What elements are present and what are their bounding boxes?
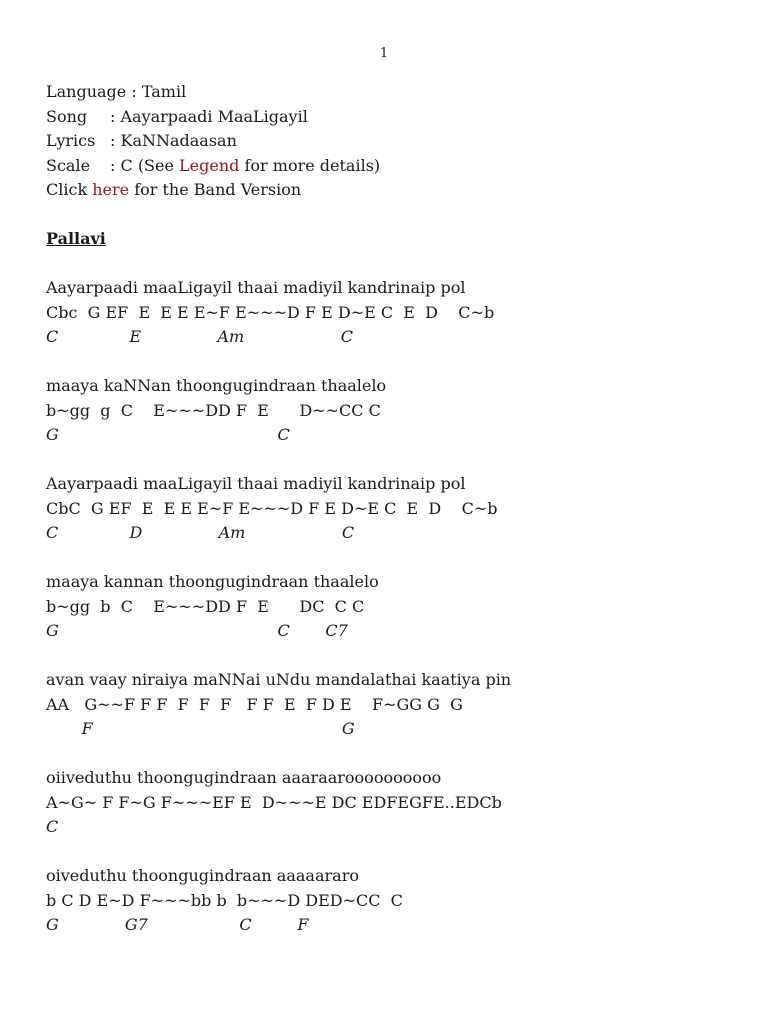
notes-line: b C D E~D F~~~bb b b~~~D DED~CC C — [46, 890, 403, 910]
stanza — [46, 570, 746, 644]
meta-sep: : — [126, 82, 142, 101]
chords-line: C E Am C — [46, 327, 354, 346]
meta-value: KaNNadaasan — [120, 131, 237, 150]
meta-sep: : — [110, 106, 121, 126]
stanza — [46, 374, 746, 448]
chords-line: C D Am C — [46, 523, 355, 542]
stanza — [46, 472, 746, 546]
meta-language — [46, 80, 746, 105]
meta-sep: : — [110, 155, 121, 175]
lyric-line: maaya kaNNan thoongugindraan thaalelo — [46, 376, 387, 395]
stanza — [46, 864, 746, 938]
meta-lyrics — [46, 129, 746, 154]
stanza — [46, 668, 746, 742]
band-version-row — [46, 178, 746, 203]
lyric-line: Aayarpaadi maaLigayil thaai madiyil kandrinaip pol — [46, 278, 466, 297]
meta-key: Lyrics — [46, 131, 96, 150]
legend-link[interactable]: Legend — [179, 155, 240, 175]
notes-line: A~G~ F F~G F~~~EF E D~~~E DC EDFEGFE..EDCb — [46, 792, 502, 812]
notes-line: Cbc G EF E E E E~F E~~~D F E D~E C E D C~b — [46, 302, 495, 322]
meta-key: Language — [46, 82, 127, 101]
meta-value: Tamil — [141, 82, 187, 101]
notes-line: AA G~~F F F F F F F F E F D E F~GG G G — [46, 694, 463, 714]
stanza — [46, 276, 746, 350]
meta-sep: : — [110, 131, 121, 150]
song-sheet — [46, 80, 746, 938]
section-title-pallavi: Pallavi — [46, 229, 106, 248]
lyric-line: oiveduthu thoongugindraan aaaaararo — [46, 866, 359, 885]
page-number: 1 — [379, 46, 389, 61]
lyric-line: oiiveduthu thoongugindraan aaaraaroooooooooo — [46, 768, 442, 787]
meta-value-suffix: for more details) — [239, 155, 381, 175]
lyric-line: maaya kannan thoongugindraan thaalelo — [46, 572, 379, 591]
lyric-line: avan vaay niraiya maNNai uNdu mandalathai kaatiya pin — [46, 670, 512, 689]
notes-line: b~gg g C E~~~DD F E D~~CC C — [46, 400, 381, 420]
chords-line: G C — [46, 425, 290, 444]
stanza — [46, 766, 746, 840]
band-text-post: for the Band Version — [129, 180, 302, 199]
band-text-pre: Click — [46, 180, 93, 199]
band-version-link[interactable]: here — [92, 180, 130, 199]
chords-line: G C C7 — [46, 621, 348, 640]
lyric-line: Aayarpaadi maaLigayil thaai madiyil kandrinaip pol — [46, 474, 466, 493]
meta-value: C (See — [120, 155, 180, 175]
meta-key: Scale — [46, 155, 91, 175]
meta-song — [46, 105, 746, 130]
meta-value: Aayarpaadi MaaLigayil — [120, 106, 308, 126]
meta-key: Song — [46, 106, 88, 126]
chords-line: G G7 C F — [46, 915, 309, 934]
notes-line: b~gg b C E~~~DD F E DC C C — [46, 596, 365, 616]
chords-line: F G — [46, 719, 355, 738]
chords-line: C — [46, 817, 59, 836]
meta-scale — [46, 154, 746, 179]
notes-line: CbC G EF E E E E~F E~~~D F E D~E C E D C~b — [46, 498, 498, 518]
